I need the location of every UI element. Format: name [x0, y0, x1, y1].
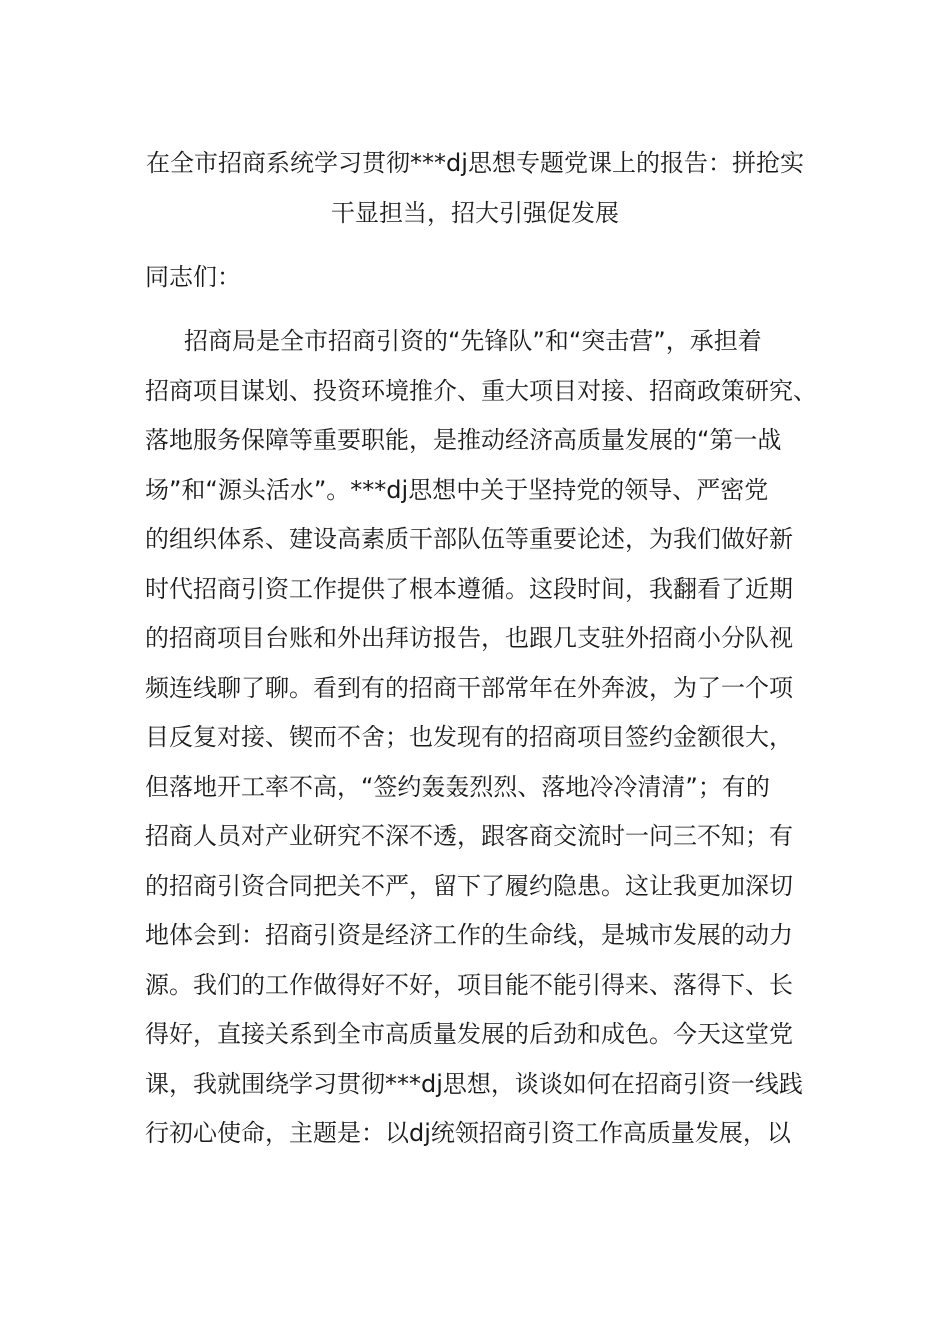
document-title-line-2: 干显担当，招大引强促发展: [331, 199, 619, 227]
document-title-line-1: 在全市招商系统学习贯彻***dj思想专题党课上的报告：拼抢实: [146, 149, 804, 177]
paragraph-line: 场”和“源头活水”。***dj思想中关于坚持党的领导、严密党: [145, 476, 769, 504]
paragraph-line: 但落地开工率不高，“签约轰轰烈烈、落地冷冷清清”；有的: [145, 773, 770, 801]
salutation: 同志们：: [145, 263, 241, 291]
paragraph-line: 得好，直接关系到全市高质量发展的后劲和成色。今天这堂党: [145, 1020, 793, 1048]
paragraph-line: 频连线聊了聊。看到有的招商干部常年在外奔波，为了一个项: [145, 674, 793, 702]
paragraph-line: 地体会到：招商引资是经济工作的生命线，是城市发展的动力: [145, 921, 793, 949]
paragraph-line: 的招商项目台账和外出拜访报告，也跟几支驻外招商小分队视: [145, 624, 793, 652]
paragraph-line: 课，我就围绕学习贯彻***dj思想，谈谈如何在招商引资一线践: [145, 1070, 803, 1098]
paragraph-line: 目反复对接、锲而不舍；也发现有的招商项目签约金额很大，: [145, 723, 793, 751]
paragraph-line: 落地服务保障等重要职能，是推动经济高质量发展的“第一战: [145, 426, 782, 454]
paragraph-line: 的招商引资合同把关不严，留下了履约隐患。这让我更加深切: [145, 872, 793, 900]
paragraph-line: 时代招商引资工作提供了根本遵循。这段时间，我翻看了近期: [145, 575, 793, 603]
paragraph-line: 行初心使命，主题是：以dj统领招商引资工作高质量发展，以: [145, 1119, 791, 1147]
paragraph-line: 源。我们的工作做得好不好，项目能不能引得来、落得下、长: [145, 971, 793, 999]
paragraph-line: 的组织体系、建设高素质干部队伍等重要论述，为我们做好新: [145, 525, 793, 553]
paragraph-line: 招商项目谋划、投资环境推介、重大项目对接、招商政策研究、: [145, 377, 817, 405]
paragraph-line: 招商局是全市招商引资的“先锋队”和“突击营”，承担着: [184, 327, 762, 355]
paragraph-line: 招商人员对产业研究不深不透，跟客商交流时一问三不知；有: [145, 822, 793, 850]
